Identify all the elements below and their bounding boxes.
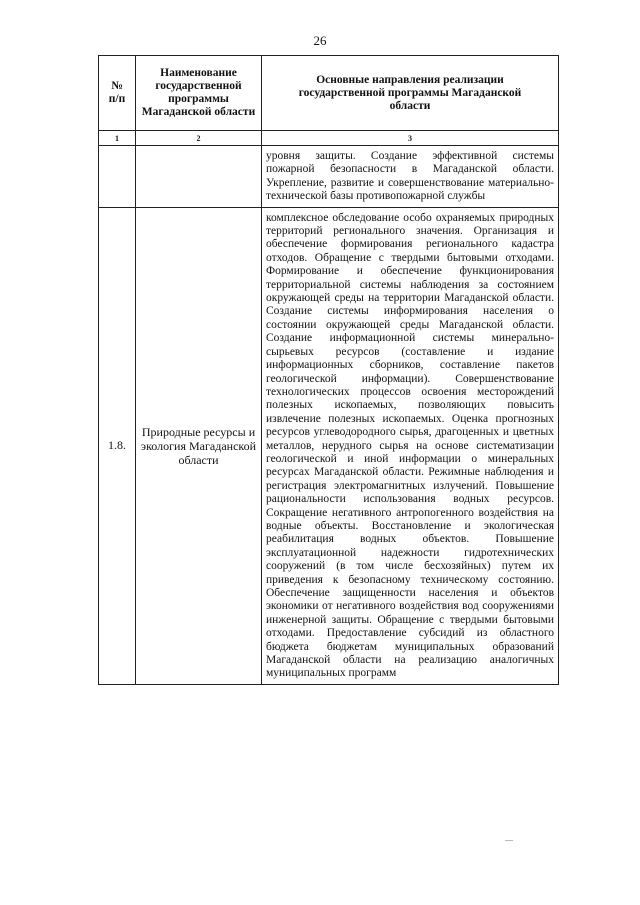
- column-index: 2: [136, 131, 262, 146]
- header-program-name: Наименование государственной программы Магаданской области: [136, 56, 262, 131]
- row-number: [99, 146, 136, 208]
- program-directions: комплексное обследование особо охраняемых природных территорий регионального значения. Организация и обеспечение формирования регионального кадастра отходов. Обращение с твердыми бытовыми отходами. Формирование и обеспечение функционирования территориальной системы наблюдения за состоянием окружающей среды на территории Магаданской области. Создание системы информирования населения о состоянии окружающей среды Магаданской области. Создание информационной системы минерально-сырьевых ресурсов (составление и издание информационных сборников, составление пакетов геологической информации). Совершенствование технологических процессов освоения месторождений полезных ископаемых, позволяющих повысить извлечение полезных ископаемых. Оценка прогнозных ресурсов углеводородного сырья, драгоценных и цветных металлов, нерудного сырья на основе систематизации геологической и иной информации о минеральных ресурсах Магаданской области. Режимные наблюдения и регистрация электромагнитных излучений. Повышение рациональности использования водных ресурсов. Сокращение негативного антропогенного воздействия на водные объекты. Восстановление и экологическая реабилитация водных объектов. Повышение эксплуатационной надежности гидротехнических сооружений (в том числе бесхозяйных) путем их приведения к безопасному техническому состоянию. Обеспечение защищенности населения и объектов экономики от негативного воздействия вод сооружениями инженерной защиты. Обращение с твердыми бытовыми отходами. Предоставление субсидий из областного бюджета бюджетам муниципальных образований Магаданской области на реализацию аналогичных муниципальных программ: [262, 207, 559, 684]
- table-row: [99, 207, 559, 684]
- table-header-row: [99, 56, 559, 131]
- program-name: Природные ресурсы и экология Магаданской области: [136, 207, 262, 684]
- row-number: 1.8.: [99, 207, 136, 684]
- page-number: 26: [313, 33, 327, 48]
- program-directions: уровня защиты. Создание эффективной системы пожарной безопасности в Магаданской области. Укрепление, развитие и совершенствование материально-технической базы противопожарной службы: [262, 146, 559, 208]
- column-index: 3: [262, 131, 559, 146]
- programs-table: [98, 55, 559, 685]
- scan-artifact: [505, 840, 513, 841]
- header-directions: Основные направления реализации государственной программы Магаданской области: [262, 56, 559, 131]
- header-number: № п/п: [99, 56, 136, 131]
- column-index: 1: [99, 131, 136, 146]
- column-index-row: [99, 131, 559, 146]
- program-name: [136, 146, 262, 208]
- table-row: [99, 146, 559, 208]
